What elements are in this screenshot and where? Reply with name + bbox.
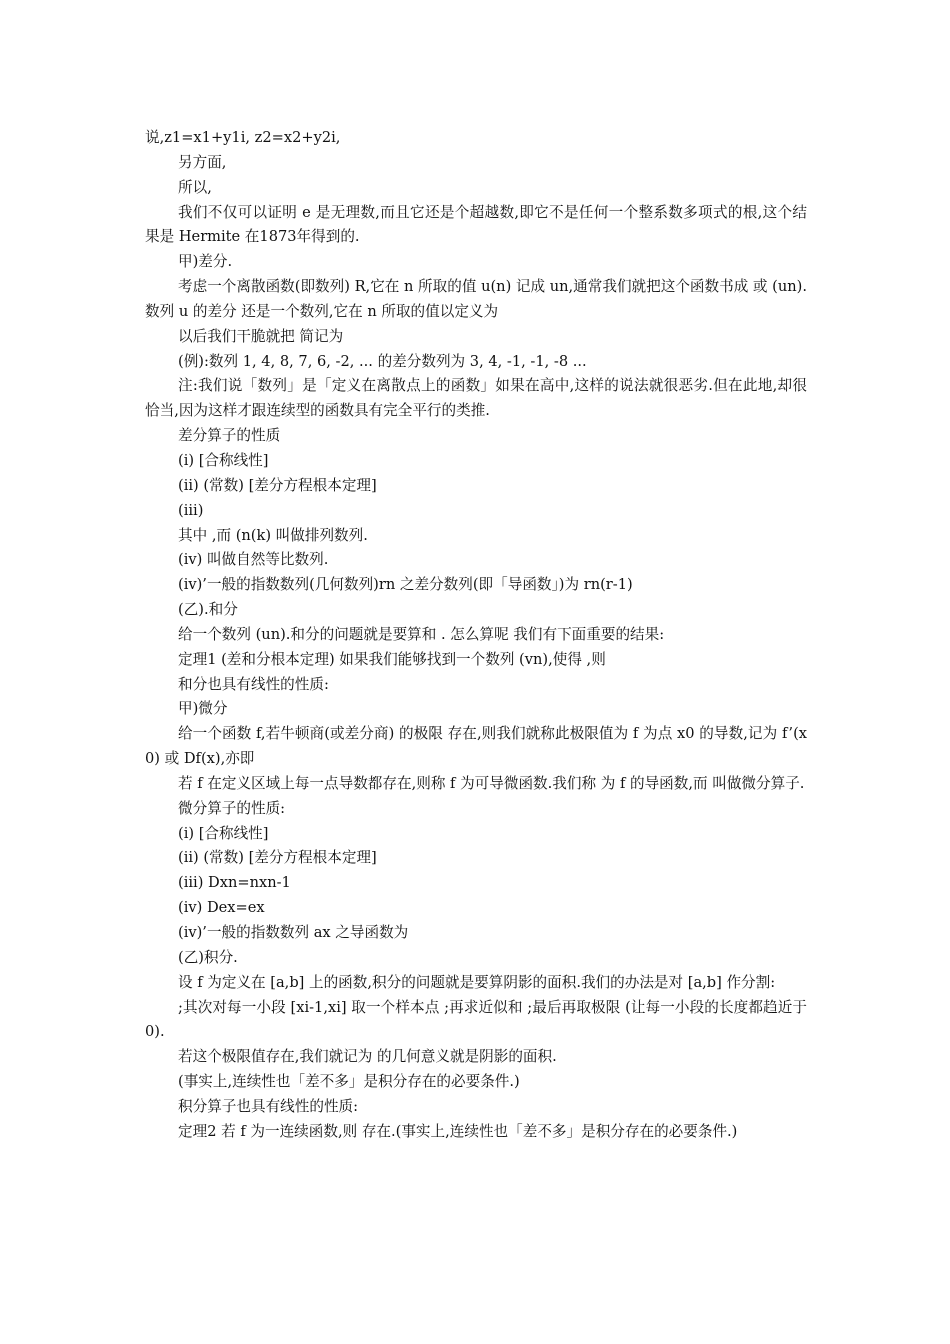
paragraph: ;其次对每一小段 [xi-1,xi] 取一个样本点 ;再求近似和 ;最后再取极限 (让每一小段的长度都趋近于 0).	[145, 998, 807, 1041]
paragraph: 所以,	[178, 178, 212, 196]
paragraph: 说,z1=x1+y1i, z2=x2+y2i,	[145, 129, 341, 146]
paragraph: 给一个数列 (un).和分的问题就是要算和 . 怎么算呢 我们有下面重要的结果:	[178, 625, 665, 643]
paragraph: (事实上,连续性也「差不多」是积分存在的必要条件.)	[178, 1073, 520, 1091]
section-heading: 甲)微分	[178, 700, 228, 718]
paragraph: 积分算子也具有线性的性质:	[178, 1097, 359, 1115]
document-body	[145, 126, 807, 1145]
section-heading: (乙)积分.	[178, 948, 238, 966]
paragraph: 若这个极限值存在,我们就记为 的几何意义就是阴影的面积.	[178, 1048, 557, 1066]
section-heading: (乙).和分	[178, 601, 238, 619]
paragraph: 其中 ,而 (n(k) 叫做排列数列.	[178, 526, 368, 544]
property-item: (ii) (常数) [差分方程根本定理]	[178, 476, 377, 494]
property-item: (iv) 叫做自然等比数列.	[178, 551, 329, 569]
theorem-paragraph: 定理2 若 f 为一连续函数,则 存在.(事实上,连续性也「差不多」是积分存在的必要条件.)	[178, 1122, 738, 1140]
paragraph: 若 f 在定义区域上每一点导数都存在,则称 f 为可导微函数.我们称 为 f 的导函数,而 叫做微分算子.	[178, 774, 805, 792]
section-heading: 微分算子的性质:	[178, 799, 286, 817]
property-item: (ii) (常数) [差分方程根本定理]	[178, 849, 377, 867]
paragraph: 以后我们干脆就把 简记为	[178, 327, 344, 345]
paragraph: 给一个函数 f,若牛顿商(或差分商) 的极限 存在,则我们就称此极限值为 f 为点 x0 的导数,记为 f’(x0) 或 Df(x),亦即	[145, 725, 807, 768]
paragraph: 另方面,	[178, 153, 227, 171]
property-item: (iv) Dex=ex	[178, 899, 265, 917]
property-item: (iii)	[178, 501, 204, 519]
note-paragraph: 注:我们说「数列」是「定义在离散点上的函数」如果在高中,这样的说法就很恶劣.但在此地,却很恰当,因为这样才跟连续型的函数具有完全平行的类推.	[145, 377, 807, 420]
property-item: (iv)’一般的指数数列(几何数列)rn 之差分数列(即「导函数」)为 rn(r-1)	[178, 576, 633, 594]
property-item: (i) [合称线性]	[178, 451, 269, 469]
paragraph: 设 f 为定义在 [a,b] 上的函数,积分的问题就是要算阴影的面积.我们的办法是对 [a,b] 作分割:	[178, 973, 776, 991]
section-heading: 差分算子的性质	[178, 427, 281, 445]
example-paragraph: (例):数列 1, 4, 8, 7, 6, -2, ... 的差分数列为 3, 4, -1, -1, -8 ...	[178, 352, 587, 370]
paragraph: 我们不仅可以证明 e 是无理数,而且它还是个超越数,即它不是任何一个整系数多项式的根,这个结果是 Hermite 在1873年得到的.	[145, 203, 807, 246]
property-item: (iv)’一般的指数数列 ax 之导函数为	[178, 924, 409, 941]
paragraph: 和分也具有线性的性质:	[178, 675, 329, 693]
section-heading: 甲)差分.	[178, 253, 233, 271]
paragraph: 考虑一个离散函数(即数列) R,它在 n 所取的值 u(n) 记成 un,通常我们就把这个函数书成 或 (un).数列 u 的差分 还是一个数列,它在 n 所取的值以定义为	[145, 278, 807, 320]
theorem-paragraph: 定理1 (差和分根本定理) 如果我们能够找到一个数列 (vn),使得 ,则	[178, 650, 606, 668]
property-item: (i) [合称线性]	[178, 824, 269, 842]
property-item: (iii) Dxn=nxn-1	[178, 874, 291, 892]
